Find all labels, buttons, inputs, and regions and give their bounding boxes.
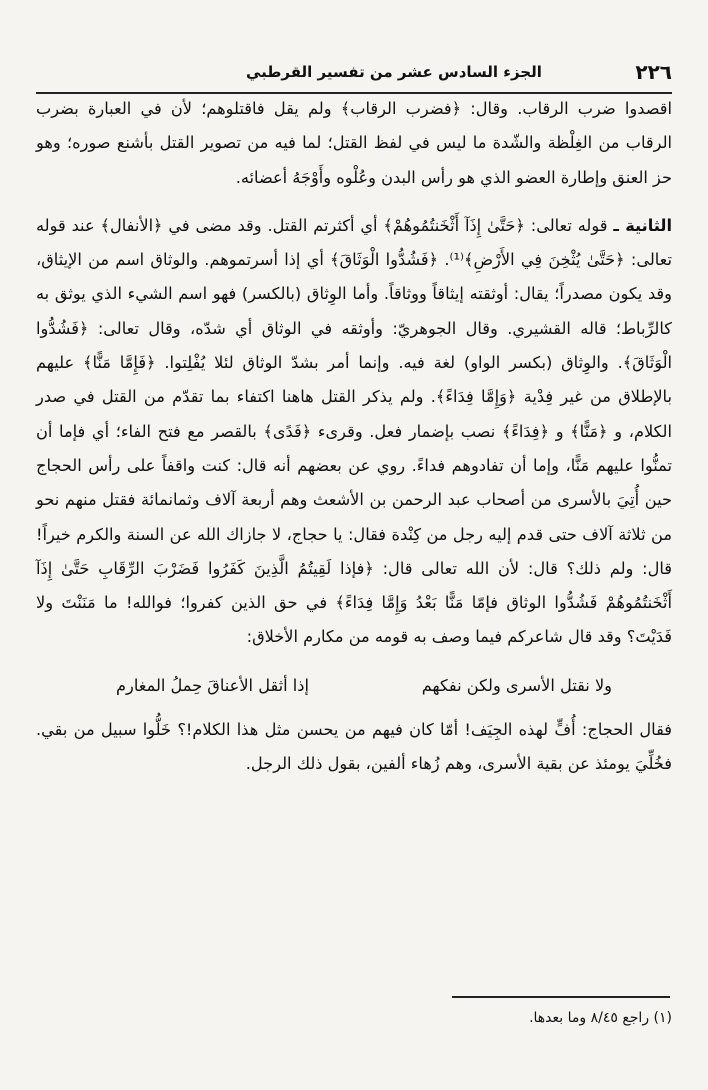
poetry-verse [36, 669, 672, 703]
paragraph-closing: فقال الحجاج: أُفٍّ لهذه الجِيَف! أمّا كان فيهم من يحسن مثل هذا الكلام!؟ خَلُّوا سبيل من بقي. فخُلِّيَ يومئذ عن بقية الأسرى، وهم زُهاء ألفين، بقول ذلك الرجل. [36, 720, 672, 774]
section-label: الثانية ـ [613, 215, 673, 235]
paragraph-intro [36, 92, 672, 195]
page-number: ٢٢٦ [635, 60, 672, 84]
verse-second-hemistich: إذا أثقل الأعناقَ حِملُ المغارم [116, 675, 309, 695]
paragraph-text: اقصدوا ضرب الرقاب. وقال: ﴿فضرب الرقاب﴾ ولم يقل فاقتلوهم؛ لأن في العبارة بضرب الرقاب من الغِلْظة والشّدة ما ليس في لفظ القتل؛ لما فيه من تصوير القتل بأشنع صوره؛ وهو حز العنق وإطارة العضو الذي هو رأس البدن وعُلْوه وأَوْجَهُ أعضائه. [36, 99, 672, 187]
body-text [36, 92, 672, 782]
footnote-rule [452, 996, 670, 998]
paragraph-gap [36, 195, 672, 209]
running-header [36, 58, 672, 94]
paragraph-second-issue [36, 209, 672, 655]
footnote: (١) راجع ٨/٤٥ وما بعدها. [529, 1010, 672, 1026]
header-title: الجزء السادس عشر من تفسير القرطبي [246, 63, 542, 81]
paragraph-text: قوله تعالى: ﴿حَتَّىٰ إِذَآ أَثْخَنتُمُوهُمْ﴾ أي أكثرتم القتل. وقد مضى في ﴿الأنفال﴾ عند قوله تعالى: ﴿حَتَّىٰ يُثْخِنَ فِي الأَرْضِ﴾⁽¹⁾. ﴿فَشُدُّوا الْوَثَاقَ﴾ أي إذا أسرتموهم. والوثاق اسم من الإيثاق، وقد يكون مصدراً؛ يقال: أوثقته إيثاقاً ووثاقاً. وأما الوِثاق (بالكسر) فهو اسم الشيء الذي يوثق به كالرِّباط؛ قاله القشيري. وقال الجوهريّ: وأوثقه في الوثاق أي شدّه، وقال تعالى: ﴿فَشُدُّوا الْوَثَاقَ﴾. والوِثاق (بكسر الواو) لغة فيه. وإنما أمر بشدّ الوثاق لئلا يُفْلِتوا. ﴿فَإِمَّا مَنًّا﴾ عليهم بالإطلاق من غير فِدْية ﴿وَإِمَّا فِدَاءً﴾. ولم يذكر القتل هاهنا اكتفاء بما تقدّم من القتل في صدر الكلام، و ﴿مَنًّا﴾ و ﴿فِدَاءً﴾ نصب بإضمار فعل. وقرىء ﴿فَدًى﴾ بالقصر مع فتح الفاء؛ أي فإما أن تمنُّوا عليهم مَنًّا، وإما أن تفادوهم فداءً. روي عن بعضهم أنه قال: كنت واقفاً على رأس الحجاج حين أُتِيَ بالأسرى من أصحاب عبد الرحمن بن الأشعث وهم أربعة آلاف وثمانمائة فقتل منهم نحو من ثلاثة آلاف حتى قدم إليه رجل من كِنْدة فقال: يا حجاج، لا جازاك الله عن السنة والكرم خيراً! قال: ولم ذلك؟ قال: لأن الله تعالى قال: ﴿فإذا لَقِيتُمُ الَّذِينَ كَفَرُوا فَضَرْبَ الرِّقَابِ حَتَّىٰ إِذَآ أَثْخَنتُمُوهُمْ فَشُدُّوا الوثاق فإمّا مَنًّا بَعْدُ وَإِمَّا فِدَاءً﴾ في حق الذين كفروا؛ فوالله! ما مَنَنْتَ ولا فَدَيْتَ؟ وقد قال شاعركم فيما وصف به قومه من مكارم الأخلاق: [36, 215, 672, 647]
verse-first-hemistich: ولا نقتل الأسرى ولكن نفكهم [421, 675, 612, 695]
